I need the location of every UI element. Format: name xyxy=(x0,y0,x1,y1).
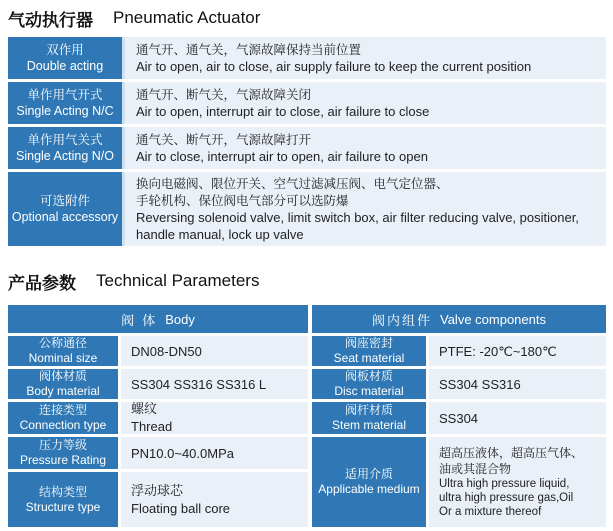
disc-material-label: 阀板材质 Disc material xyxy=(312,369,426,399)
actuator-row-label: 双作用 Double acting xyxy=(8,37,125,79)
stem-material-label: 阀杆材质 Stem material xyxy=(312,402,426,434)
actuator-row-label: 单作用气开式 Single Acting N/C xyxy=(8,82,125,124)
actuator-row-desc: 通气开、断气关，气源故障关闭 Air to open, interrupt air to close, air failure to close xyxy=(125,82,606,124)
connection-type-value: 螺纹 Thread xyxy=(121,402,308,434)
seat-material-label: 阀座密封 Seat material xyxy=(312,336,426,366)
actuator-row-optional xyxy=(8,172,606,246)
disc-material-value: SS304 SS316 xyxy=(429,369,606,399)
structure-type-value: 浮动球芯 Floating ball core xyxy=(121,472,308,527)
seat-material-value: PTFE: -20℃~180℃ xyxy=(429,336,606,366)
structure-type-label: 结构类型 Structure type xyxy=(8,472,118,527)
actuator-row-single-no xyxy=(8,127,606,169)
applicable-medium-value: 超高压液体，超高压气体、 油或其混合物 Ultra high pressure liquid, ultra high pressure gas,Oil Or a mixture thereof xyxy=(429,437,606,527)
params-heading xyxy=(8,268,259,294)
params-table xyxy=(8,305,606,527)
nominal-size-label: 公称通径 Nominal size xyxy=(8,336,118,366)
pressure-rating-label: 压力等级 Pressure Rating xyxy=(8,437,118,469)
actuator-row-label: 可选附件 Optional accessory xyxy=(8,172,125,246)
actuator-row-desc: 换向电磁阀、限位开关、空气过滤减压阀、电气定位器、 手轮机构、保位阀电气部分可以选防爆 Reversing solenoid valve, limit switch box, air filter reducing valve, positioner, handle manual, lock up valve xyxy=(125,172,606,246)
inner-header: 阀内组件 Valve components xyxy=(312,305,606,333)
params-title-cn: 产品参数 xyxy=(8,273,76,294)
actuator-title-en: Pneumatic Actuator xyxy=(113,8,261,27)
body-material-value: SS304 SS316 SS316 L xyxy=(121,369,308,399)
actuator-title-cn: 气动执行器 xyxy=(8,10,93,31)
actuator-row-single-nc xyxy=(8,82,606,124)
actuator-row-desc: 通气关、断气开，气源故障打开 Air to close, interrupt air to open, air failure to open xyxy=(125,127,606,169)
actuator-row-desc: 通气开、通气关，气源故障保持当前位置 Air to open, air to close, air supply failure to keep the current position xyxy=(125,37,606,79)
actuator-heading xyxy=(8,5,260,31)
body-header: 阀 体 Body xyxy=(8,305,308,333)
body-material-label: 阀体材质 Body material xyxy=(8,369,118,399)
nominal-size-value: DN08-DN50 xyxy=(121,336,308,366)
pressure-rating-value: PN10.0~40.0MPa xyxy=(121,437,308,469)
connection-type-label: 连接类型 Connection type xyxy=(8,402,118,434)
actuator-row-label: 单作用气关式 Single Acting N/O xyxy=(8,127,125,169)
actuator-row-double-acting xyxy=(8,37,606,79)
params-title-en: Technical Parameters xyxy=(96,271,260,290)
stem-material-value: SS304 xyxy=(429,402,606,434)
applicable-medium-label: 适用介质 Applicable medium xyxy=(312,437,426,527)
